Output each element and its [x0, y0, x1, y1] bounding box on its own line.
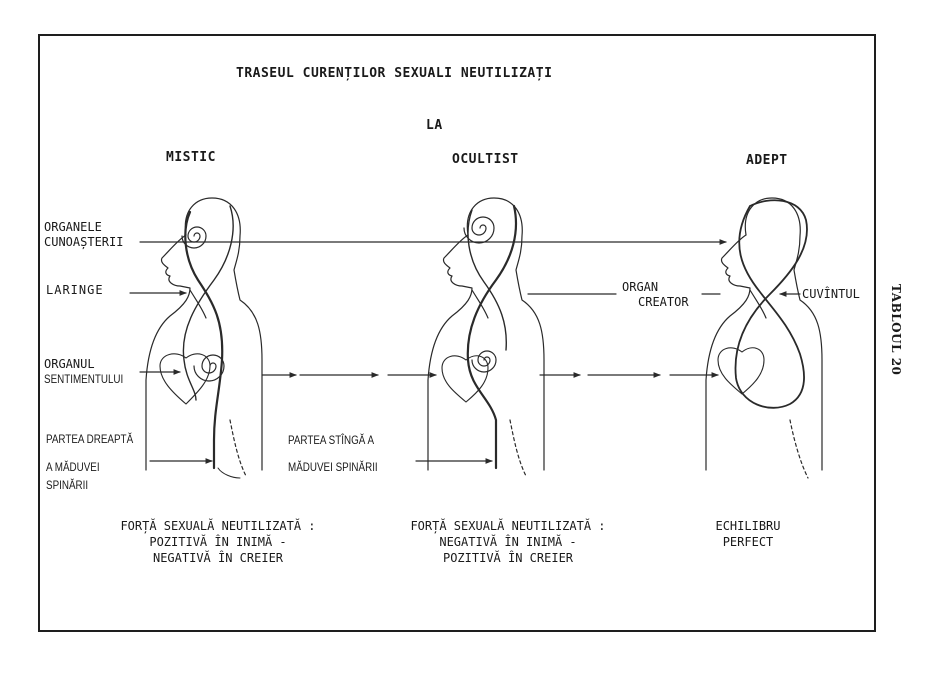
caption-adept-line-1: ECHILIBRU: [715, 519, 781, 533]
label-maduvei-spinarii: MĂDUVEI SPINĂRII: [288, 460, 378, 474]
label-organele: ORGANELE: [44, 220, 102, 234]
heading-mistic: MISTIC: [166, 150, 216, 165]
heading-adept: ADEPT: [746, 153, 788, 168]
figure-adept: [706, 198, 822, 478]
label-maduvei: A MĂDUVEI: [46, 460, 100, 474]
caption-ocultist-line-2: NEGATIVĂ ÎN INIMĂ -: [439, 535, 577, 549]
level-lines: [130, 242, 800, 461]
label-cunoasterii: CUNOAȘTERII: [44, 235, 124, 249]
figure-ocultist: [428, 198, 544, 476]
caption-mistic: [100, 518, 336, 566]
caption-adept: [700, 518, 796, 550]
label-sentimentului: SENTIMENTULUI: [44, 372, 124, 386]
label-partea-dreapta: PARTEA DREAPTĂ: [46, 432, 134, 446]
caption-ocultist: [390, 518, 626, 566]
figure-mistic: [146, 198, 262, 478]
caption-mistic-line-2: POZITIVĂ ÎN INIMĂ -: [149, 535, 287, 549]
label-cuvintul: CUVÎNTUL: [802, 287, 860, 301]
label-organ: ORGAN: [622, 280, 659, 294]
label-spinarii: SPINĂRII: [46, 478, 89, 492]
label-creator: CREATOR: [638, 295, 689, 309]
caption-ocultist-line-1: FORȚĂ SEXUALĂ NEUTILIZATĂ :: [410, 519, 606, 533]
label-organul: ORGANUL: [44, 357, 95, 371]
diagram-title: TRASEUL CURENȚILOR SEXUALI NEUTILIZAȚI: [236, 66, 553, 81]
diagram-subtitle: LA: [426, 118, 443, 133]
caption-mistic-line-1: FORȚĂ SEXUALĂ NEUTILIZATĂ :: [120, 519, 316, 533]
side-label-tablou: TABLOUL 20: [889, 284, 903, 376]
caption-mistic-line-3: NEGATIVĂ ÎN CREIER: [152, 551, 284, 565]
caption-adept-line-2: PERFECT: [722, 535, 774, 549]
heading-ocultist: OCULTIST: [452, 152, 519, 167]
label-laringe: LARINGE: [46, 283, 104, 297]
caption-ocultist-line-3: POZITIVĂ ÎN CREIER: [442, 551, 574, 565]
label-partea-stanga: PARTEA STÎNGĂ A: [288, 433, 375, 447]
